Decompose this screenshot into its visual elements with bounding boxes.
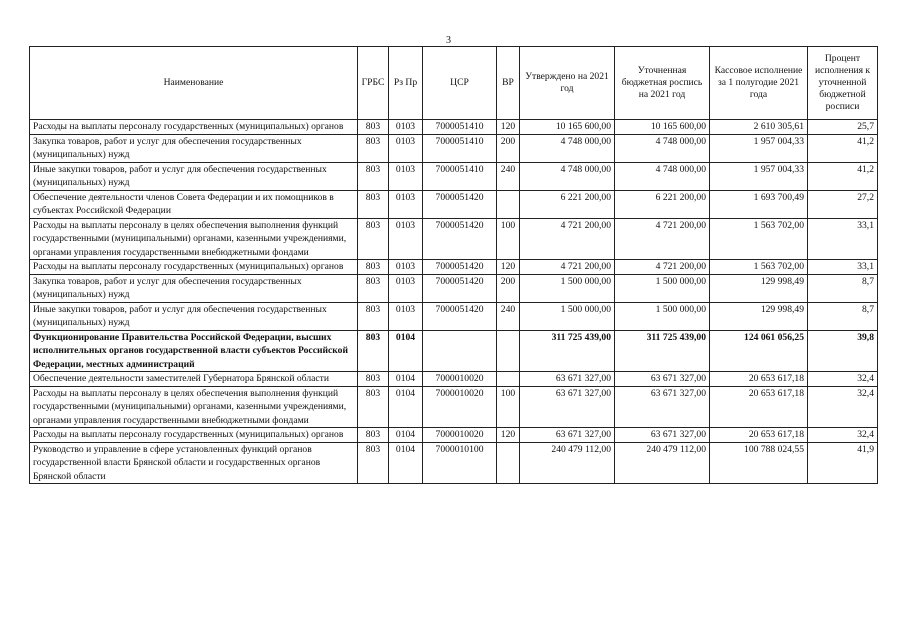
table-row (30, 260, 878, 275)
cell-rzpr: 0104 (389, 386, 423, 428)
cell-rzpr: 0103 (389, 260, 423, 275)
cell-name: Иные закупки товаров, работ и услуг для обеспечения государственных (муниципальных) нужд (30, 162, 358, 190)
cell-vr: 120 (497, 428, 520, 443)
table-row (30, 162, 878, 190)
cell-cash: 129 998,49 (710, 274, 808, 302)
cell-cash: 1 957 004,33 (710, 134, 808, 162)
cell-rzpr: 0103 (389, 162, 423, 190)
table-row (30, 372, 878, 387)
cell-percent: 33,1 (808, 260, 878, 275)
cell-name: Закупка товаров, работ и услуг для обеспечения государственных (муниципальных) нужд (30, 134, 358, 162)
cell-rzpr: 0104 (389, 428, 423, 443)
cell-approved: 240 479 112,00 (520, 442, 615, 484)
cell-grbs: 803 (358, 260, 389, 275)
cell-percent: 41,2 (808, 134, 878, 162)
cell-approved: 4 748 000,00 (520, 162, 615, 190)
cell-grbs: 803 (358, 302, 389, 330)
table-body (30, 120, 878, 484)
cell-approved: 1 500 000,00 (520, 302, 615, 330)
cell-vr (497, 442, 520, 484)
cell-approved: 63 671 327,00 (520, 372, 615, 387)
cell-refined: 4 748 000,00 (615, 134, 710, 162)
cell-approved: 6 221 200,00 (520, 190, 615, 218)
header-approved: Утверждено на 2021 год (520, 47, 615, 120)
cell-percent: 32,4 (808, 386, 878, 428)
header-grbs: ГРБС (358, 47, 389, 120)
table-row (30, 330, 878, 372)
cell-percent: 32,4 (808, 372, 878, 387)
cell-rzpr: 0103 (389, 134, 423, 162)
table-row (30, 120, 878, 135)
cell-refined: 4 721 200,00 (615, 260, 710, 275)
table-row (30, 428, 878, 443)
cell-csr: 7000051420 (423, 302, 497, 330)
cell-name: Расходы на выплаты персоналу государственных (муниципальных) органов (30, 428, 358, 443)
cell-vr: 100 (497, 218, 520, 260)
cell-csr (423, 330, 497, 372)
cell-csr: 7000051420 (423, 190, 497, 218)
table-row (30, 386, 878, 428)
cell-grbs: 803 (358, 134, 389, 162)
cell-vr: 120 (497, 260, 520, 275)
cell-csr: 7000051420 (423, 260, 497, 275)
cell-grbs: 803 (358, 190, 389, 218)
header-refined: Уточненная бюджетная роспись на 2021 год (615, 47, 710, 120)
cell-csr: 7000051410 (423, 162, 497, 190)
cell-csr: 7000010020 (423, 372, 497, 387)
header-vr: ВР (497, 47, 520, 120)
cell-cash: 20 653 617,18 (710, 372, 808, 387)
cell-percent: 27,2 (808, 190, 878, 218)
cell-cash: 100 788 024,55 (710, 442, 808, 484)
cell-name: Расходы на выплаты персоналу в целях обеспечения выполнения функций государственными (муниципальными) органами, казенными учреждениями, органами управления государственными внебюджетными фондами (30, 218, 358, 260)
cell-refined: 1 500 000,00 (615, 302, 710, 330)
cell-cash: 1 563 702,00 (710, 260, 808, 275)
cell-cash: 1 957 004,33 (710, 162, 808, 190)
cell-csr: 7000051410 (423, 134, 497, 162)
cell-cash: 124 061 056,25 (710, 330, 808, 372)
cell-csr: 7000051420 (423, 274, 497, 302)
cell-grbs: 803 (358, 330, 389, 372)
cell-vr: 200 (497, 274, 520, 302)
cell-rzpr: 0104 (389, 442, 423, 484)
cell-percent: 41,9 (808, 442, 878, 484)
cell-cash: 1 693 700,49 (710, 190, 808, 218)
cell-refined: 1 500 000,00 (615, 274, 710, 302)
cell-refined: 4 748 000,00 (615, 162, 710, 190)
cell-vr: 100 (497, 386, 520, 428)
cell-vr (497, 190, 520, 218)
cell-rzpr: 0104 (389, 372, 423, 387)
cell-cash: 129 998,49 (710, 302, 808, 330)
cell-vr (497, 372, 520, 387)
cell-grbs: 803 (358, 162, 389, 190)
cell-csr: 7000051410 (423, 120, 497, 135)
cell-refined: 4 721 200,00 (615, 218, 710, 260)
cell-approved: 10 165 600,00 (520, 120, 615, 135)
cell-name: Расходы на выплаты персоналу в целях обеспечения выполнения функций государственными (муниципальными) органами, казенными учреждениями, органами управления государственными внебюджетными фондами (30, 386, 358, 428)
header-cash: Кассовое исполнение за 1 полугодие 2021 года (710, 47, 808, 120)
cell-grbs: 803 (358, 372, 389, 387)
header-csr: ЦСР (423, 47, 497, 120)
cell-vr: 200 (497, 134, 520, 162)
cell-percent: 8,7 (808, 302, 878, 330)
table-row (30, 190, 878, 218)
cell-cash: 2 610 305,61 (710, 120, 808, 135)
budget-table (29, 46, 878, 484)
cell-cash: 20 653 617,18 (710, 428, 808, 443)
cell-grbs: 803 (358, 428, 389, 443)
cell-refined: 63 671 327,00 (615, 372, 710, 387)
cell-approved: 4 721 200,00 (520, 260, 615, 275)
cell-refined: 63 671 327,00 (615, 428, 710, 443)
cell-percent: 25,7 (808, 120, 878, 135)
cell-refined: 311 725 439,00 (615, 330, 710, 372)
cell-rzpr: 0104 (389, 330, 423, 372)
cell-vr: 120 (497, 120, 520, 135)
cell-name: Расходы на выплаты персоналу государственных (муниципальных) органов (30, 260, 358, 275)
cell-percent: 41,2 (808, 162, 878, 190)
cell-rzpr: 0103 (389, 190, 423, 218)
cell-percent: 32,4 (808, 428, 878, 443)
cell-name: Закупка товаров, работ и услуг для обеспечения государственных (муниципальных) нужд (30, 274, 358, 302)
cell-grbs: 803 (358, 120, 389, 135)
cell-approved: 63 671 327,00 (520, 386, 615, 428)
cell-cash: 20 653 617,18 (710, 386, 808, 428)
cell-grbs: 803 (358, 386, 389, 428)
table-row (30, 442, 878, 484)
cell-cash: 1 563 702,00 (710, 218, 808, 260)
cell-approved: 311 725 439,00 (520, 330, 615, 372)
cell-refined: 63 671 327,00 (615, 386, 710, 428)
header-percent: Процент исполнения к уточненной бюджетной росписи (808, 47, 878, 120)
cell-approved: 63 671 327,00 (520, 428, 615, 443)
cell-name: Руководство и управление в сфере установленных функций органов государственной власти Брянской области и государственных органов Брянской области (30, 442, 358, 484)
table-row (30, 134, 878, 162)
header-row (30, 47, 878, 120)
cell-csr: 7000010020 (423, 428, 497, 443)
cell-name: Расходы на выплаты персоналу государственных (муниципальных) органов (30, 120, 358, 135)
cell-vr (497, 330, 520, 372)
table-row (30, 302, 878, 330)
cell-percent: 8,7 (808, 274, 878, 302)
header-rzpr: Рз Пр (389, 47, 423, 120)
cell-csr: 7000051420 (423, 218, 497, 260)
cell-grbs: 803 (358, 442, 389, 484)
cell-csr: 7000010100 (423, 442, 497, 484)
cell-rzpr: 0103 (389, 120, 423, 135)
cell-rzpr: 0103 (389, 302, 423, 330)
cell-name: Обеспечение деятельности членов Совета Федерации и их помощников в субъектах Российской Федерации (30, 190, 358, 218)
cell-refined: 240 479 112,00 (615, 442, 710, 484)
cell-refined: 10 165 600,00 (615, 120, 710, 135)
cell-approved: 4 721 200,00 (520, 218, 615, 260)
table-row (30, 218, 878, 260)
cell-name: Обеспечение деятельности заместителей Губернатора Брянской области (30, 372, 358, 387)
cell-rzpr: 0103 (389, 218, 423, 260)
cell-percent: 39,8 (808, 330, 878, 372)
cell-csr: 7000010020 (423, 386, 497, 428)
cell-rzpr: 0103 (389, 274, 423, 302)
table-row (30, 274, 878, 302)
cell-name: Функционирование Правительства Российской Федерации, высших исполнительных органов государственной власти субъектов Российской Федерации, местных администраций (30, 330, 358, 372)
cell-approved: 4 748 000,00 (520, 134, 615, 162)
cell-vr: 240 (497, 162, 520, 190)
cell-grbs: 803 (358, 218, 389, 260)
cell-grbs: 803 (358, 274, 389, 302)
cell-percent: 33,1 (808, 218, 878, 260)
header-name: Наименование (30, 47, 358, 120)
cell-vr: 240 (497, 302, 520, 330)
cell-refined: 6 221 200,00 (615, 190, 710, 218)
cell-approved: 1 500 000,00 (520, 274, 615, 302)
page-number: 3 (446, 35, 451, 46)
cell-name: Иные закупки товаров, работ и услуг для обеспечения государственных (муниципальных) нужд (30, 302, 358, 330)
